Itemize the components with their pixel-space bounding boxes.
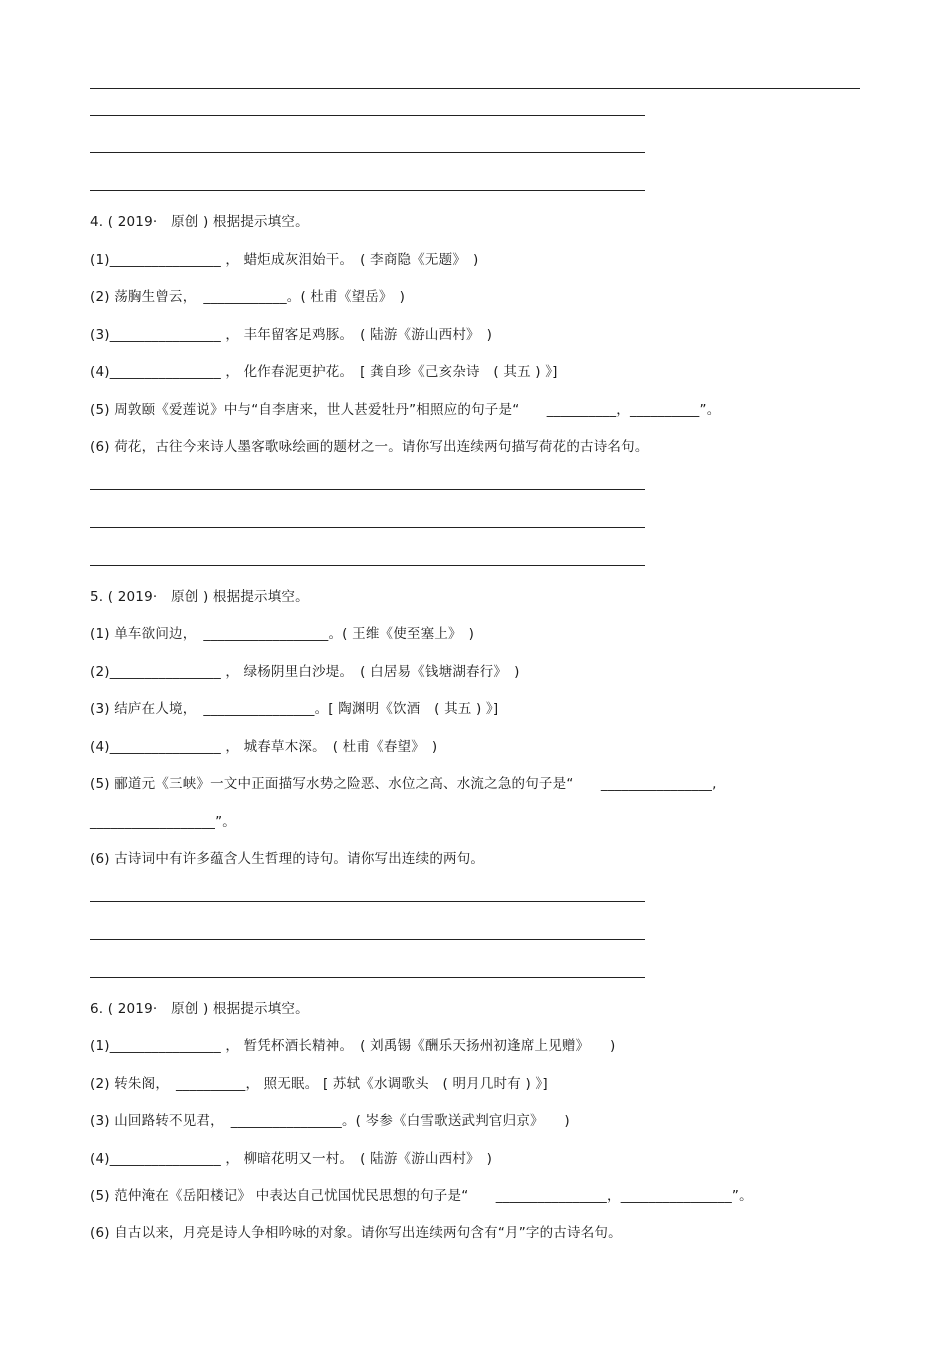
question-4-item-6: (6) 荷花，古往今来诗人墨客歌咏绘画的题材之一。请你写出连续两句描写荷花的古诗名句。	[90, 439, 649, 455]
question-4-item-1: (1)________________ ， 蜡炬成灰泪始干。 ( 李商隐《无题》 )	[90, 252, 479, 268]
question-6-title: 6. ( 2019· 原创 ) 根据提示填空。	[90, 1001, 309, 1017]
question-6-item-1: (1)________________ ， 暂凭杯酒长精神。 ( 刘禹锡《酬乐天扬州初逢席上见赠》 )	[90, 1038, 616, 1054]
question-4-item-4: (4)________________ ， 化作春泥更护花。 [ 龚自珍《己亥杂诗 ( 其五 ) 》]	[90, 364, 558, 380]
question-4-item-2: (2) 荡胸生曾云， ____________。( 杜甫《望岳》 )	[90, 289, 406, 305]
answer-line	[90, 977, 645, 978]
answer-line	[90, 115, 645, 116]
question-6-item-3: (3) 山回路转不见君， ________________。( 岑参《白雪歌送武判官归京》 )	[90, 1113, 570, 1129]
answer-line	[90, 565, 645, 566]
question-5-item-3: (3) 结庐在人境， ________________。[ 陶渊明《饮酒 ( 其五 ) 》]	[90, 701, 499, 717]
answer-line	[90, 901, 645, 902]
answer-line	[90, 152, 645, 153]
question-4-item-3: (3)________________ ， 丰年留客足鸡豚。 ( 陆游《游山西村》 )	[90, 327, 493, 343]
answer-line	[90, 939, 645, 940]
answer-line	[90, 190, 645, 191]
question-5-item-5: (5) 郦道元《三峡》一文中正面描写水势之险恶、水位之高、水流之急的句子是“ ________________,	[90, 776, 717, 792]
question-6-item-2: (2) 转朱阁， __________， 照无眠。 [ 苏轼《水调歌头 ( 明月几时有 ) 》]	[90, 1076, 548, 1092]
question-6-item-4: (4)________________ ， 柳暗花明又一村。 ( 陆游《游山西村》 )	[90, 1151, 493, 1167]
top-divider	[90, 88, 860, 89]
question-4-title: 4. ( 2019· 原创 ) 根据提示填空。	[90, 214, 309, 230]
question-4-item-5: (5) 周敦颐《爱莲说》中与“自李唐来，世人甚爱牡丹”相照应的句子是“ __________，__________”。	[90, 402, 721, 418]
answer-line	[90, 527, 645, 528]
question-5-item-1: (1) 单车欲问边， __________________。( 王维《使至塞上》 )	[90, 626, 475, 642]
question-5-title: 5. ( 2019· 原创 ) 根据提示填空。	[90, 589, 309, 605]
question-5-item-4: (4)________________ ， 城春草木深。 ( 杜甫《春望》 )	[90, 739, 438, 755]
question-5-item-5-cont: __________________”。	[90, 814, 236, 830]
question-6-item-6: (6) 自古以来，月亮是诗人争相吟咏的对象。请你写出连续两句含有“月”字的古诗名句。	[90, 1225, 622, 1241]
question-5-item-6: (6) 古诗词中有许多蕴含人生哲理的诗句。请你写出连续的两句。	[90, 851, 485, 867]
question-6-item-5: (5) 范仲淹在《岳阳楼记》 中表达自己忧国忧民思想的句子是“ ________________，________________”。	[90, 1188, 753, 1204]
answer-line	[90, 489, 645, 490]
question-5-item-2: (2)________________ ， 绿杨阴里白沙堤。 ( 白居易《钱塘湖春行》 )	[90, 664, 520, 680]
